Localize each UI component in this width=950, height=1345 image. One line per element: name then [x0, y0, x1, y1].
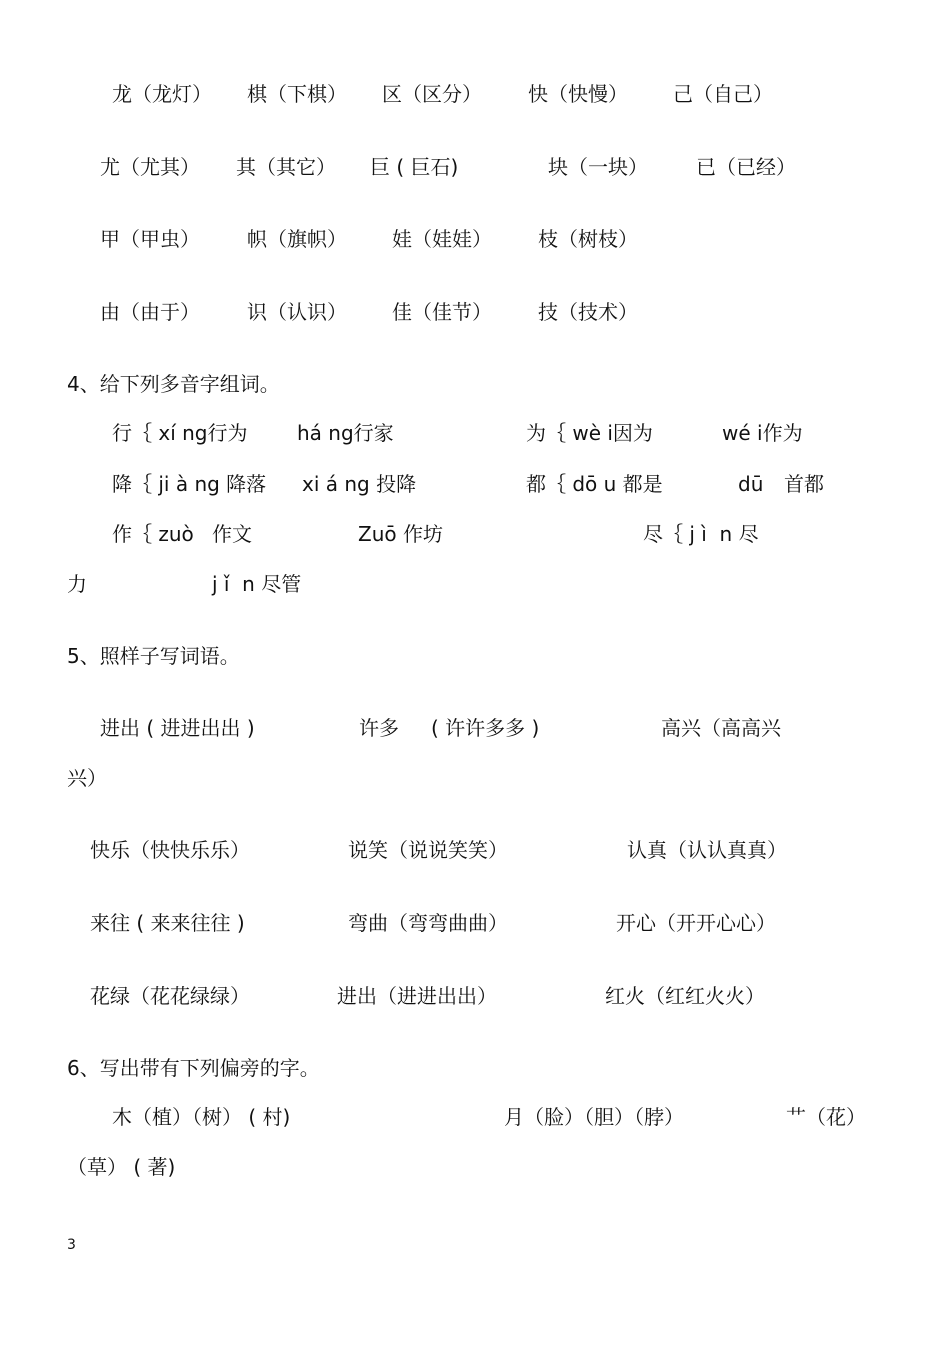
- polyphone-entry: dū: [738, 472, 764, 496]
- word-pattern: 进出 ( 进进出出 ): [100, 716, 255, 740]
- polyphone-entry: 都｛ dō u 都是: [526, 472, 663, 496]
- page-number: 3: [67, 1237, 76, 1253]
- word-pattern: 开心（开开心心）: [616, 911, 776, 935]
- polyphone-entry: 为｛ wè i因为: [526, 421, 653, 445]
- polyphone-entry: há ng行家: [297, 421, 394, 445]
- word-pattern: 进出（进进出出）: [337, 984, 497, 1008]
- word-pattern: 许多: [359, 716, 399, 740]
- polyphone-entry: 降｛ ji à ng 降落: [112, 472, 267, 496]
- word-pattern: 高兴（高高兴: [661, 716, 781, 740]
- word-pattern: 兴）: [67, 766, 107, 790]
- word-pattern: 弯曲（弯弯曲曲）: [348, 911, 508, 935]
- section-heading: 6、写出带有下列偏旁的字。: [67, 1056, 320, 1080]
- word-pair: 由（由于）: [100, 300, 200, 324]
- word-pattern: 认真（认认真真）: [627, 838, 787, 862]
- word-pair: 块（一块）: [548, 155, 648, 179]
- word-pair: 佳（佳节）: [392, 300, 492, 324]
- polyphone-entry: 力: [67, 572, 87, 596]
- word-pair: 尤（尤其）: [100, 155, 200, 179]
- polyphone-entry: Zuō 作坊: [358, 522, 443, 546]
- word-pair: 枝（树枝）: [538, 227, 638, 251]
- polyphone-entry: 作文: [212, 522, 252, 546]
- word-pair: 帜（旗帜）: [247, 227, 347, 251]
- word-pattern: ( 许许多多 ): [431, 716, 540, 740]
- radical-entry: （草） ( 著): [67, 1155, 176, 1179]
- polyphone-entry: 行｛ xí ng行为: [112, 421, 248, 445]
- polyphone-entry: j ǐ n 尽管: [212, 572, 302, 596]
- word-pattern: 说笑（说说笑笑）: [348, 838, 508, 862]
- radical-entry: 月（脸）（胆）（脖）: [504, 1105, 684, 1129]
- polyphone-entry: 首都: [784, 472, 824, 496]
- section-heading: 5、照样子写词语。: [67, 644, 240, 668]
- word-pair: 识（认识）: [247, 300, 347, 324]
- word-pair: 已（已经）: [696, 155, 796, 179]
- word-pair: 棋（下棋）: [247, 82, 347, 106]
- polyphone-entry: wé i作为: [722, 421, 803, 445]
- polyphone-entry: 尽｛ j ì n 尽: [643, 522, 759, 546]
- section-heading: 4、给下列多音字组词。: [67, 372, 280, 396]
- polyphone-entry: xi á ng 投降: [302, 472, 417, 496]
- word-pattern: 红火（红红火火）: [605, 984, 765, 1008]
- word-pattern: 花绿（花花绿绿）: [90, 984, 250, 1008]
- word-pattern: 来往 ( 来来往往 ): [90, 911, 245, 935]
- word-pair: 其（其它）: [236, 155, 336, 179]
- radical-entry: 木（植）（树） ( 村): [112, 1105, 291, 1129]
- word-pair: 己（自己）: [673, 82, 773, 106]
- word-pattern: 快乐（快快乐乐）: [90, 838, 250, 862]
- word-pair: 技（技术）: [538, 300, 638, 324]
- radical-entry: 艹（花）: [786, 1105, 866, 1129]
- polyphone-entry: 作｛ zuò: [112, 522, 194, 546]
- word-pair: 甲（甲虫）: [100, 227, 200, 251]
- word-pair: 快（快慢）: [528, 82, 628, 106]
- word-pair: 巨 ( 巨石): [370, 155, 459, 179]
- word-pair: 区（区分）: [382, 82, 482, 106]
- word-pair: 娃（娃娃）: [392, 227, 492, 251]
- word-pair: 龙（龙灯）: [112, 82, 212, 106]
